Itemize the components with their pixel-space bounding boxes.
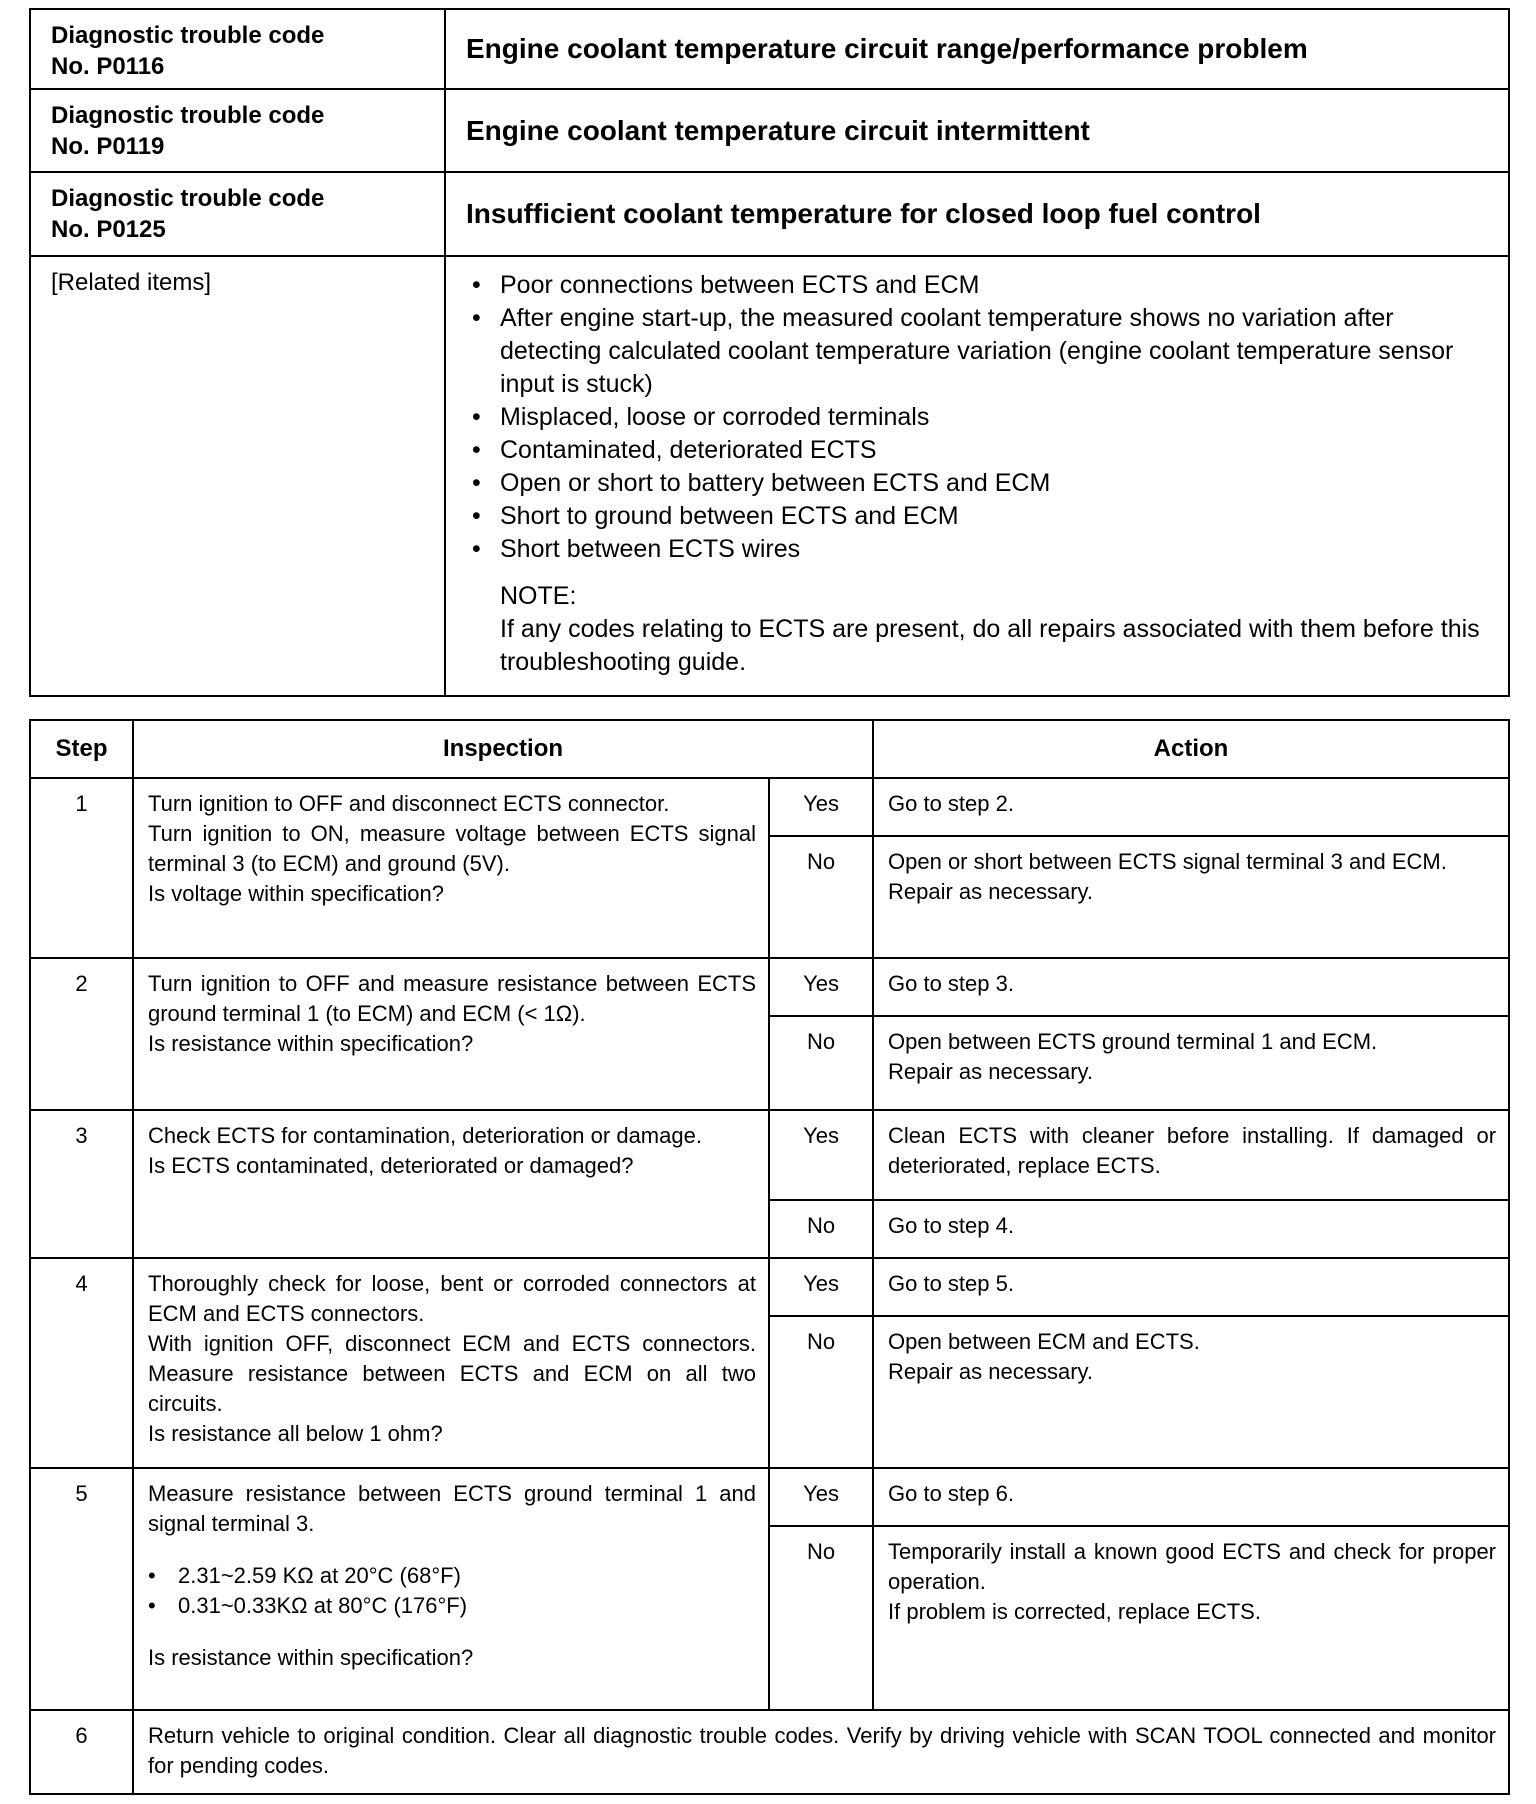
dtc-code-number: No. P0119 <box>51 133 165 160</box>
step-number: 4 <box>30 1258 133 1468</box>
related-items-row <box>30 256 1509 696</box>
inspection-question: Is resistance all below 1 ohm? <box>148 1421 443 1446</box>
list-item: • Misplaced, loose or corroded terminals <box>466 401 1488 434</box>
dtc-label-text: Diagnostic trouble code <box>51 22 325 49</box>
no-label: No <box>769 836 873 958</box>
table-row <box>30 778 1509 836</box>
dtc-title: Insufficient coolant temperature for closed loop fuel control <box>445 172 1509 256</box>
step-number: 5 <box>30 1468 133 1710</box>
no-action-text: Open or short between ECTS signal terminal 3 and ECM. <box>888 849 1447 874</box>
dtc-title: Engine coolant temperature circuit intermittent <box>445 89 1509 172</box>
steps-header-row <box>30 720 1509 778</box>
dtc-table <box>29 8 1510 697</box>
dtc-label-text: Diagnostic trouble code <box>51 102 325 129</box>
step-header: Step <box>30 720 133 778</box>
related-items-label: [Related items] <box>30 256 445 696</box>
no-action-cell <box>873 836 1509 958</box>
no-action: Go to step 4. <box>873 1200 1509 1258</box>
step-number: 6 <box>30 1710 133 1794</box>
list-item: • 0.31~0.33KΩ at 80°C (176°F) <box>148 1591 756 1621</box>
no-action-text: Repair as necessary. <box>888 1359 1094 1384</box>
final-step-text: Return vehicle to original condition. Clear all diagnostic trouble codes. Verify by driving vehicle with SCAN TOOL connected and monitor for pending codes. <box>133 1710 1509 1794</box>
no-action-cell <box>873 1016 1509 1110</box>
inspection-text: Check ECTS for contamination, deterioration or damage. <box>148 1123 702 1148</box>
yes-label: Yes <box>769 1258 873 1316</box>
yes-action: Go to step 2. <box>873 778 1509 836</box>
related-items-list <box>466 269 1488 566</box>
yes-action: Go to step 5. <box>873 1258 1509 1316</box>
related-items-cell <box>445 256 1509 696</box>
note-text: If any codes relating to ECTS are present, do all repairs associated with them before this troubleshooting guide. <box>500 615 1480 676</box>
inspection-text: Measure resistance between ECTS ground terminal 1 and signal terminal 3. <box>148 1481 756 1536</box>
spec-list <box>148 1561 756 1621</box>
yes-label: Yes <box>769 778 873 836</box>
list-item: • After engine start-up, the measured coolant temperature shows no variation after detecting calculated coolant temperature variation (engine coolant temperature sensor input is stuck) <box>466 302 1488 401</box>
note-block <box>466 580 1488 679</box>
dtc-row <box>30 89 1509 172</box>
list-item: • Short between ECTS wires <box>466 533 1488 566</box>
inspection-question: Is voltage within specification? <box>148 881 444 906</box>
list-item: • Short to ground between ECTS and ECM <box>466 500 1488 533</box>
list-item: • Open or short to battery between ECTS and ECM <box>466 467 1488 500</box>
inspection-header: Inspection <box>133 720 873 778</box>
no-action-cell <box>873 1526 1509 1710</box>
yes-label: Yes <box>769 1110 873 1200</box>
yes-action: Go to step 3. <box>873 958 1509 1016</box>
yes-label: Yes <box>769 958 873 1016</box>
dtc-code-label <box>30 172 445 256</box>
dtc-row <box>30 9 1509 89</box>
no-label: No <box>769 1526 873 1710</box>
yes-action: Clean ECTS with cleaner before installing. If damaged or deteriorated, replace ECTS. <box>873 1110 1509 1200</box>
inspection-cell <box>133 958 769 1110</box>
table-row <box>30 1468 1509 1526</box>
inspection-text: Turn ignition to OFF and measure resistance between ECTS ground terminal 1 (to ECM) and ECM (< 1Ω). <box>148 971 756 1026</box>
dtc-label-text: Diagnostic trouble code <box>51 185 325 212</box>
dtc-code-number: No. P0116 <box>51 53 165 80</box>
action-header: Action <box>873 720 1509 778</box>
inspection-text: With ignition OFF, disconnect ECM and ECTS connectors. Measure resistance between ECTS and ECM on all two circuits. <box>148 1331 756 1416</box>
no-action-text: Open between ECM and ECTS. <box>888 1329 1200 1354</box>
inspection-text: Turn ignition to OFF and disconnect ECTS connector. <box>148 791 670 816</box>
list-item: • Poor connections between ECTS and ECM <box>466 269 1488 302</box>
no-action-text: Repair as necessary. <box>888 879 1094 904</box>
no-action-text: If problem is corrected, replace ECTS. <box>888 1599 1261 1624</box>
inspection-cell <box>133 778 769 958</box>
list-item: • Contaminated, deteriorated ECTS <box>466 434 1488 467</box>
dtc-code-label <box>30 89 445 172</box>
no-action-text: Temporarily install a known good ECTS and check for proper operation. <box>888 1539 1497 1594</box>
dtc-code-number: No. P0125 <box>51 216 166 243</box>
inspection-cell <box>133 1258 769 1468</box>
inspection-text: Thoroughly check for loose, bent or corroded connectors at ECM and ECTS connectors. <box>148 1271 756 1326</box>
step-number: 3 <box>30 1110 133 1258</box>
steps-table <box>29 719 1510 1795</box>
dtc-row <box>30 172 1509 256</box>
note-title: NOTE: <box>500 582 577 610</box>
no-label: No <box>769 1316 873 1468</box>
step-number: 2 <box>30 958 133 1110</box>
list-item: • 2.31~2.59 KΩ at 20°C (68°F) <box>148 1561 756 1591</box>
table-row <box>30 1258 1509 1316</box>
inspection-question: Is resistance within specification? <box>148 1645 474 1670</box>
yes-action: Go to step 6. <box>873 1468 1509 1526</box>
inspection-cell <box>133 1110 769 1258</box>
inspection-cell <box>133 1468 769 1710</box>
no-action-text: Repair as necessary. <box>888 1059 1094 1084</box>
dtc-title: Engine coolant temperature circuit range/performance problem <box>445 9 1509 89</box>
no-label: No <box>769 1016 873 1110</box>
dtc-code-label <box>30 9 445 89</box>
table-row <box>30 1710 1509 1794</box>
yes-label: Yes <box>769 1468 873 1526</box>
no-label: No <box>769 1200 873 1258</box>
step-number: 1 <box>30 778 133 958</box>
table-row <box>30 958 1509 1016</box>
inspection-question: Is ECTS contaminated, deteriorated or damaged? <box>148 1153 634 1178</box>
inspection-text: Turn ignition to ON, measure voltage between ECTS signal terminal 3 (to ECM) and ground (5V). <box>148 821 756 876</box>
inspection-question: Is resistance within specification? <box>148 1031 474 1056</box>
no-action-text: Open between ECTS ground terminal 1 and ECM. <box>888 1029 1378 1054</box>
no-action-cell <box>873 1316 1509 1468</box>
table-row <box>30 1110 1509 1200</box>
